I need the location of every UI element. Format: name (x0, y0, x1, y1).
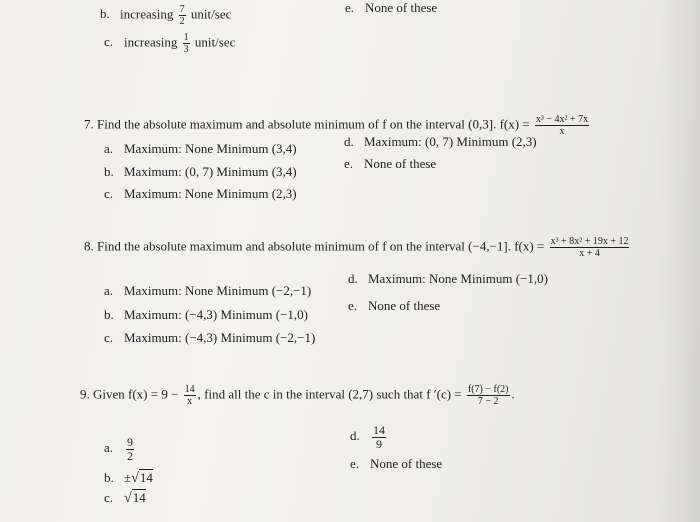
function-fraction: $\frac{\text{x³ − 4x² + 7x}}{x}$ (535, 114, 589, 137)
q9-option-c: c. √14 (104, 490, 146, 506)
q7-option-a: a. Maximum: None Minimum (3,4) (104, 141, 297, 156)
question-7-stem: 7. Find the absolute maximum and absolute minimum of f on the interval (0,3]. f(x) = $\frac{\text{x³ − 4x² + 7x}}{x}$ (84, 114, 589, 137)
fraction: $\frac{14}{9}$ (373, 423, 385, 451)
page-edge-shadow (660, 0, 700, 522)
q9-option-e: e. None of these (350, 456, 443, 471)
prev-option-c: c. increasing $\frac{1}{3}$ unit/sec (104, 32, 236, 55)
q7-option-d: d. Maximum: (0, 7) Minimum (2,3) (344, 134, 537, 149)
q7-option-c: c. Maximum: None Minimum (2,3) (104, 186, 297, 201)
q8-option-e: e. None of these (348, 298, 441, 313)
fraction: $\frac{9}{2}$ (127, 435, 133, 463)
question-9-stem: 9. Given f(x) = 9 − $\frac{14}{x}$ , find all the c in the interval (2,7) such that f ′(c) = $\frac{f(7) - f(2)}{7 - 2}$ . (80, 384, 515, 407)
fraction: $\frac{1}{3}$ (183, 32, 189, 55)
function-fraction: $\frac{\text{x³ + 8x² + 19x + 12}}{x + 4}$ (550, 236, 629, 259)
q7-option-b: b. Maximum: (0, 7) Minimum (3,4) (104, 164, 297, 179)
q9-option-d: d. $\frac{14}{9}$ (350, 423, 385, 451)
question-8-stem: 8. Find the absolute maximum and absolute minimum of f on the interval (−4,−1]. f(x) = $\frac{\text{x³ + 8x² + 19x + 12}}{x + 4}$ (84, 236, 629, 259)
fraction: $\frac{7}{2}$ (179, 4, 185, 27)
g-fraction: $\frac{14}{x}$ (184, 384, 195, 407)
q8-option-a: a. Maximum: None Minimum (−2,−1) (104, 283, 312, 298)
radical-sign-icon: √ (131, 471, 139, 486)
prev-option-e: e. None of these (345, 0, 438, 15)
prev-option-b: b. increasing $\frac{7}{2}$ unit/sec (100, 4, 232, 27)
radical-sign-icon: √ (124, 491, 132, 506)
q8-option-c: c. Maximum: (−4,3) Minimum (−2,−1) (104, 330, 316, 345)
q9-option-a: a. $\frac{9}{2}$ (104, 435, 133, 463)
mean-value-fraction: $\frac{f(7) - f(2)}{7 - 2}$ (467, 384, 509, 407)
q9-option-b: b. ±√14 (104, 470, 153, 486)
q8-option-d: d. Maximum: None Minimum (−1,0) (348, 271, 548, 286)
q8-option-b: b. Maximum: (−4,3) Minimum (−1,0) (104, 307, 309, 322)
q7-option-e: e. None of these (344, 156, 437, 171)
